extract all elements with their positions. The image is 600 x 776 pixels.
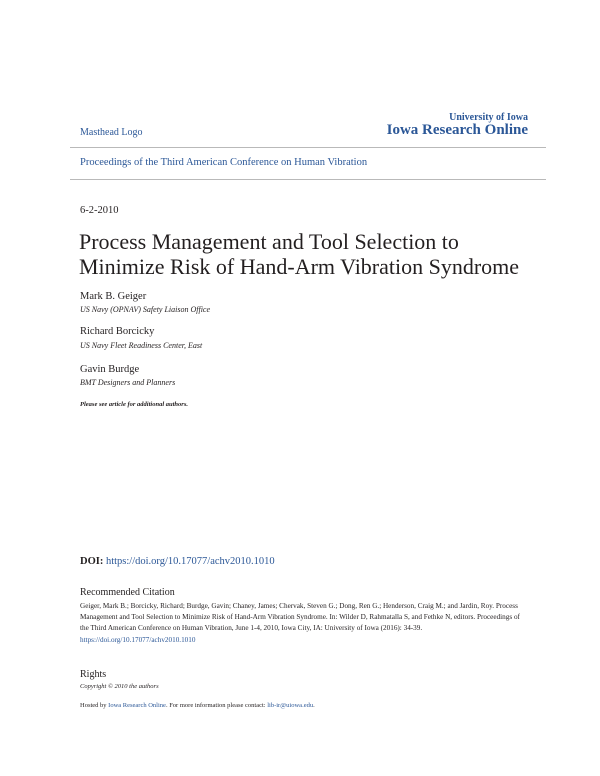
series-divider bbox=[70, 179, 546, 180]
author-name: Richard Borcicky bbox=[80, 326, 155, 337]
additional-authors-note: Please see article for additional authors. bbox=[80, 401, 188, 408]
title-line-1: Process Management and Tool Selection to bbox=[79, 229, 459, 254]
university-of-iowa-link[interactable]: University of Iowa bbox=[449, 112, 528, 123]
iowa-research-online-link[interactable]: Iowa Research Online bbox=[386, 122, 528, 138]
hosted-by-line bbox=[80, 702, 315, 709]
masthead-logo-link[interactable]: Masthead Logo bbox=[80, 127, 143, 138]
publication-date: 6-2-2010 bbox=[80, 205, 119, 216]
hosted-repository-link[interactable]: Iowa Research Online bbox=[108, 702, 166, 709]
contact-email-link[interactable]: lib-ir@uiowa.edu bbox=[267, 702, 314, 709]
doi-link[interactable]: https://doi.org/10.17077/achv2010.1010 bbox=[105, 556, 275, 567]
header-divider bbox=[70, 147, 546, 148]
paper-title bbox=[79, 229, 539, 279]
hosted-prefix: Hosted by bbox=[80, 702, 107, 709]
author-name: Gavin Burdge bbox=[80, 364, 140, 375]
citation-doi-link[interactable]: https://doi.org/10.17077/achv2010.1010 bbox=[80, 635, 196, 644]
rights-heading: Rights bbox=[80, 669, 107, 680]
author-name: Mark B. Geiger bbox=[80, 291, 147, 302]
title-line-2: Minimize Risk of Hand-Arm Vibration Syndrome bbox=[79, 254, 520, 279]
recommended-citation-text bbox=[80, 601, 528, 646]
proceedings-link[interactable]: Proceedings of the Third American Conference on Human Vibration bbox=[80, 157, 368, 168]
hosted-suffix: . bbox=[313, 702, 315, 709]
author-affiliation: BMT Designers and Planners bbox=[80, 378, 176, 387]
author-affiliation: US Navy (OPNAV) Safety Liaison Office bbox=[80, 305, 211, 314]
rights-text: Copyright © 2010 the authors bbox=[80, 683, 159, 690]
hosted-middle: . For more information please contact: bbox=[165, 702, 266, 709]
recommended-citation-heading: Recommended Citation bbox=[80, 587, 175, 598]
citation-body: Geiger, Mark B.; Borcicky, Richard; Burdge, Gavin; Chaney, James; Chervak, Steven G.; Dong, Ren G.; Henderson, Craig M.; and Jardin, Roy. Process Management and Tool Selection to Minimize Risk of Hand-Arm Vibration Syndrome. In: Wilder D, Rahmatalla S, and Fethke N, editors. Proceedings of the Third American Conference on Human Vibration, June 1-4, 2010, Iowa City, IA: University of Iowa (2016): 34-39. bbox=[80, 602, 520, 633]
doi-label: DOI: bbox=[80, 556, 104, 567]
doi-line bbox=[80, 556, 275, 567]
author-affiliation: US Navy Fleet Readiness Center, East bbox=[80, 341, 203, 350]
